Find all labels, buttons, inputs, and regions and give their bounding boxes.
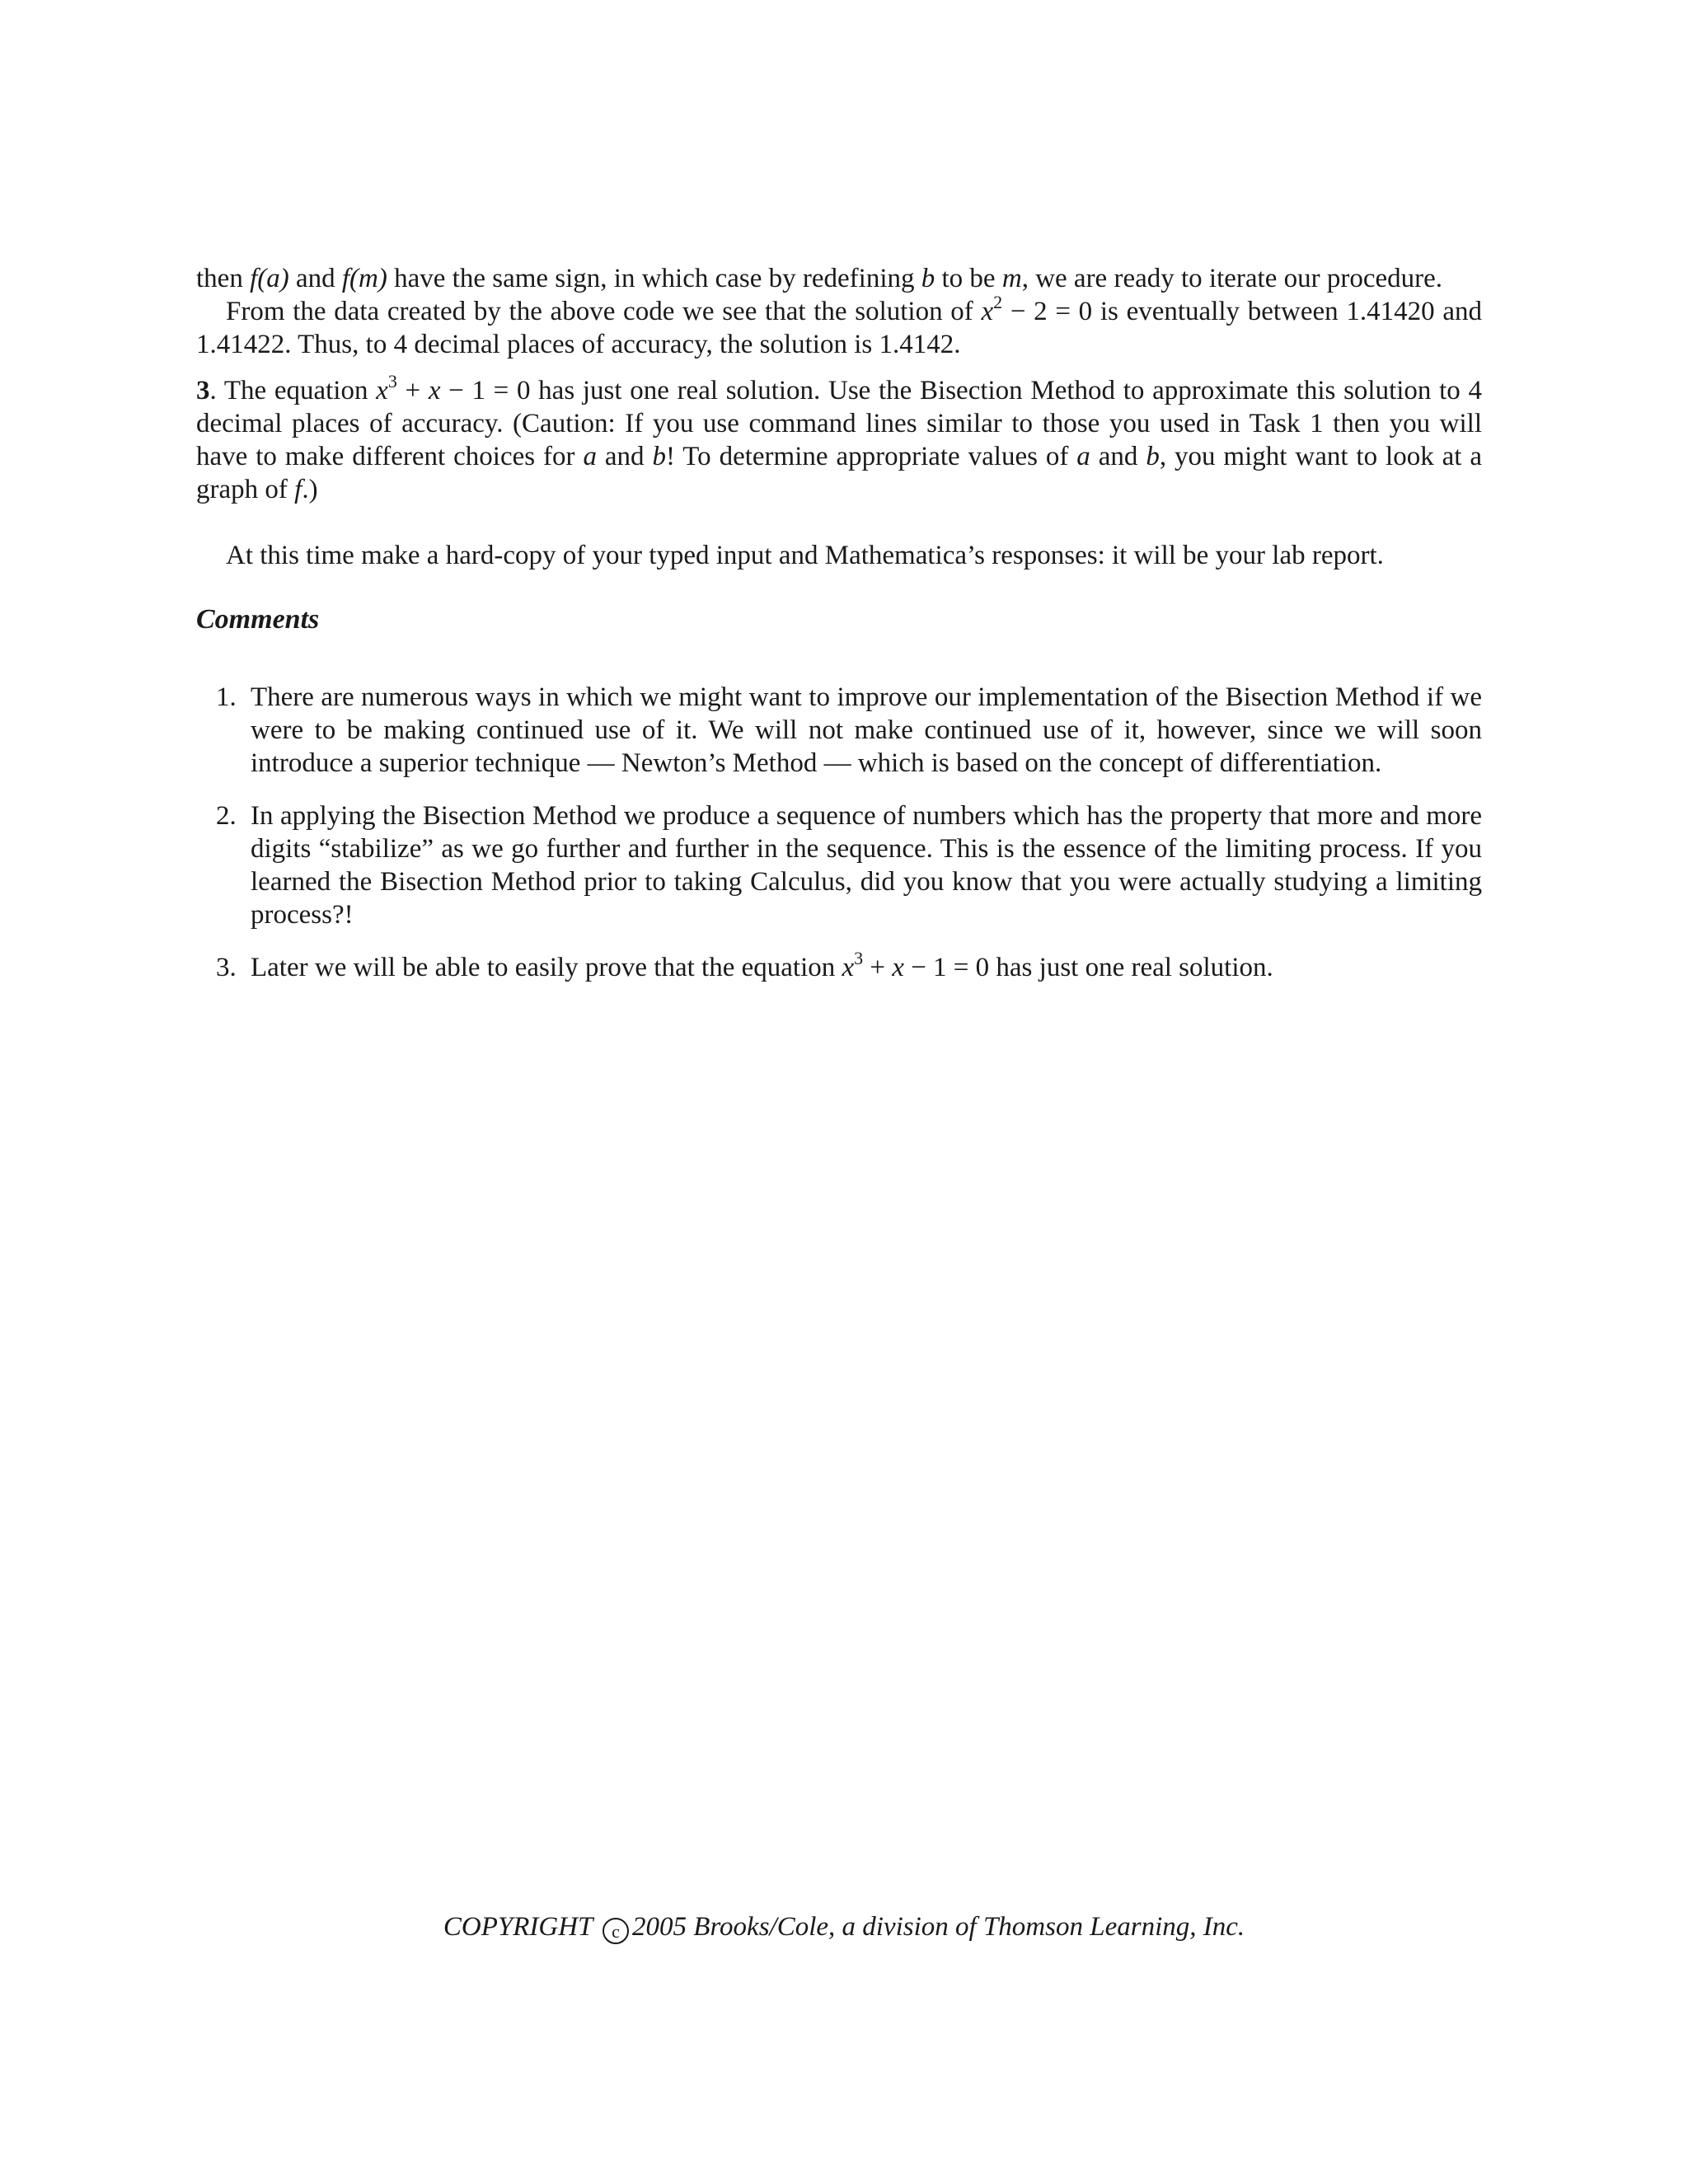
list-item [196,799,1482,931]
list-item-text: In applying the Bisection Method we produce a sequence of numbers which has the property that more and more digits “stabilize” as we go further and further in the sequence. This is the essence of the limiting process. If you learned the Bisection Method prior to taking Calculus, did you know that you were actually studying a limiting process?! [251,801,1482,930]
list-item [196,948,1482,984]
copyright-footer: COPYRIGHT c 2005 Brooks/Cole, a division of Thomson Learning, Inc. [0,1910,1688,1944]
list-number: 3. [216,953,237,982]
comments-list [196,681,1482,984]
copyright-icon: c [603,1918,629,1944]
list-item [196,681,1482,780]
math-x: x [981,297,994,326]
task-3: 3. The equation $x^3 + x - 1 = 0$ has just one real solution. Use the Bisection Method to approximate this solution to 4 decimal places of accuracy. (Caution: If you use command lines similar to those you used in Task 1 then you will have to make different choices for a and b! To determine appropriate values of a and b, you might want to look at a graph of f.) [196,371,1483,504]
list-item-text: Later we will be able to easily prove that the equation $x^3 + x - 1 = 0$ has just one real solution. [251,948,1273,982]
document-page [196,262,1482,1004]
math-fa: f(a) [250,264,289,293]
paragraph-continuation: then f(a) and f(m) have the same sign, in which case by redefining b to be m, we are ready to iterate our procedure. [196,264,1442,293]
list-item-text: There are numerous ways in which we might want to improve our implementation of the Bisection Method if we were to be making continued use of it. We will not make continued use of it, however, since we will soon introduce a superior technique — Newton’s Method — which is based on the concept of differentiation. [251,682,1482,778]
math-m: m [1001,264,1022,293]
math-exponent: 2 [993,292,1003,312]
math-b: b [921,264,935,293]
math-fm: f(m) [341,264,387,293]
comments-heading: Comments [196,604,320,635]
paragraph-solution: From the data created by the above code we see that the solution of $x^2 - 2 = 0$ is eventually between 1.41420 and 1.41422. Thus, to 4 decimal places of accuracy, the solution is 1.4142. [196,292,1482,359]
list-number: 2. [216,801,237,831]
paragraph-lab-report: At this time make a hard-copy of your typed input and Mathematica’s responses: it will be your lab report. [226,541,1384,570]
list-number: 1. [216,682,237,712]
task-number: 3 [196,376,210,405]
